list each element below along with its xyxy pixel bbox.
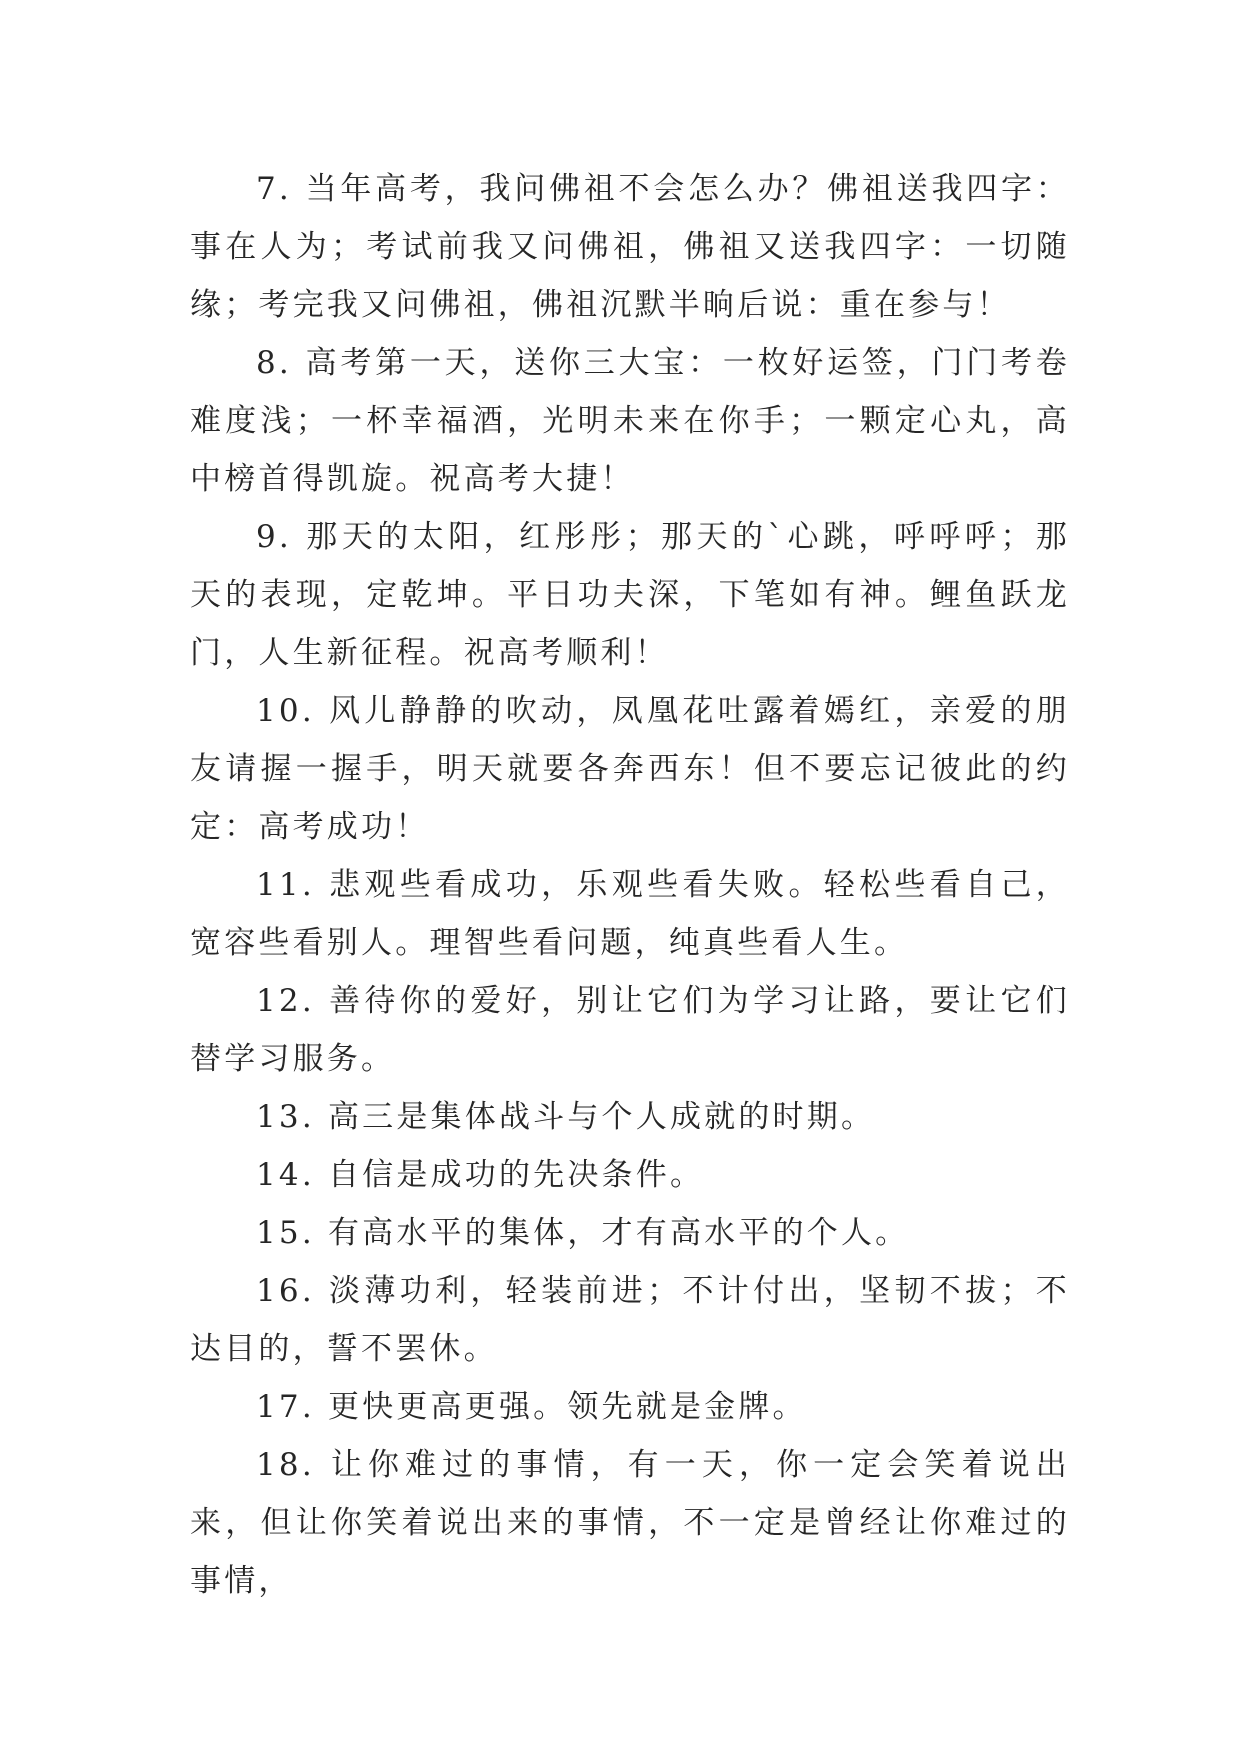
paragraph-13: 13. 高三是集体战斗与个人成就的时期。 — [256, 1099, 876, 1135]
paragraph-8: 8. 高考第一天，送你三大宝：一枚好运签，门门考卷难度浅；一杯幸福酒，光明未来在你手；一颗定心丸，高中榜首得凯旋。祝高考大捷！ — [190, 345, 1070, 497]
paragraph-11: 11. 悲观些看成功，乐观些看失败。轻松些看自己，宽容些看别人。理智些看问题，纯真些看人生。 — [190, 867, 1070, 961]
paragraph-7: 7. 当年高考，我问佛祖不会怎么办？佛祖送我四字：事在人为；考试前我又问佛祖，佛祖又送我四字：一切随缘；考完我又问佛祖，佛祖沉默半晌后说：重在参与！ — [190, 171, 1070, 323]
paragraph-16: 16. 淡薄功利，轻装前进；不计付出，坚韧不拔；不达目的，誓不罢休。 — [190, 1273, 1070, 1367]
paragraph-15: 15. 有高水平的集体，才有高水平的个人。 — [256, 1215, 910, 1251]
document-body — [190, 160, 1070, 1610]
paragraph-12: 12. 善待你的爱好，别让它们为学习让路，要让它们替学习服务。 — [190, 983, 1070, 1077]
paragraph-17: 17. 更快更高更强。领先就是金牌。 — [256, 1389, 807, 1425]
paragraph-9: 9. 那天的太阳，红彤彤；那天的`心跳，呼呼呼；那天的表现，定乾坤。平日功夫深，下笔如有神。鲤鱼跃龙门，人生新征程。祝高考顺利！ — [190, 519, 1070, 671]
paragraph-18: 18. 让你难过的事情，有一天，你一定会笑着说出来，但让你笑着说出来的事情，不一定是曾经让你难过的事情， — [190, 1447, 1070, 1599]
paragraph-14: 14. 自信是成功的先决条件。 — [256, 1157, 705, 1193]
paragraph-10: 10. 风儿静静的吹动，凤凰花吐露着嫣红，亲爱的朋友请握一握手，明天就要各奔西东！但不要忘记彼此的约定：高考成功！ — [190, 693, 1070, 845]
